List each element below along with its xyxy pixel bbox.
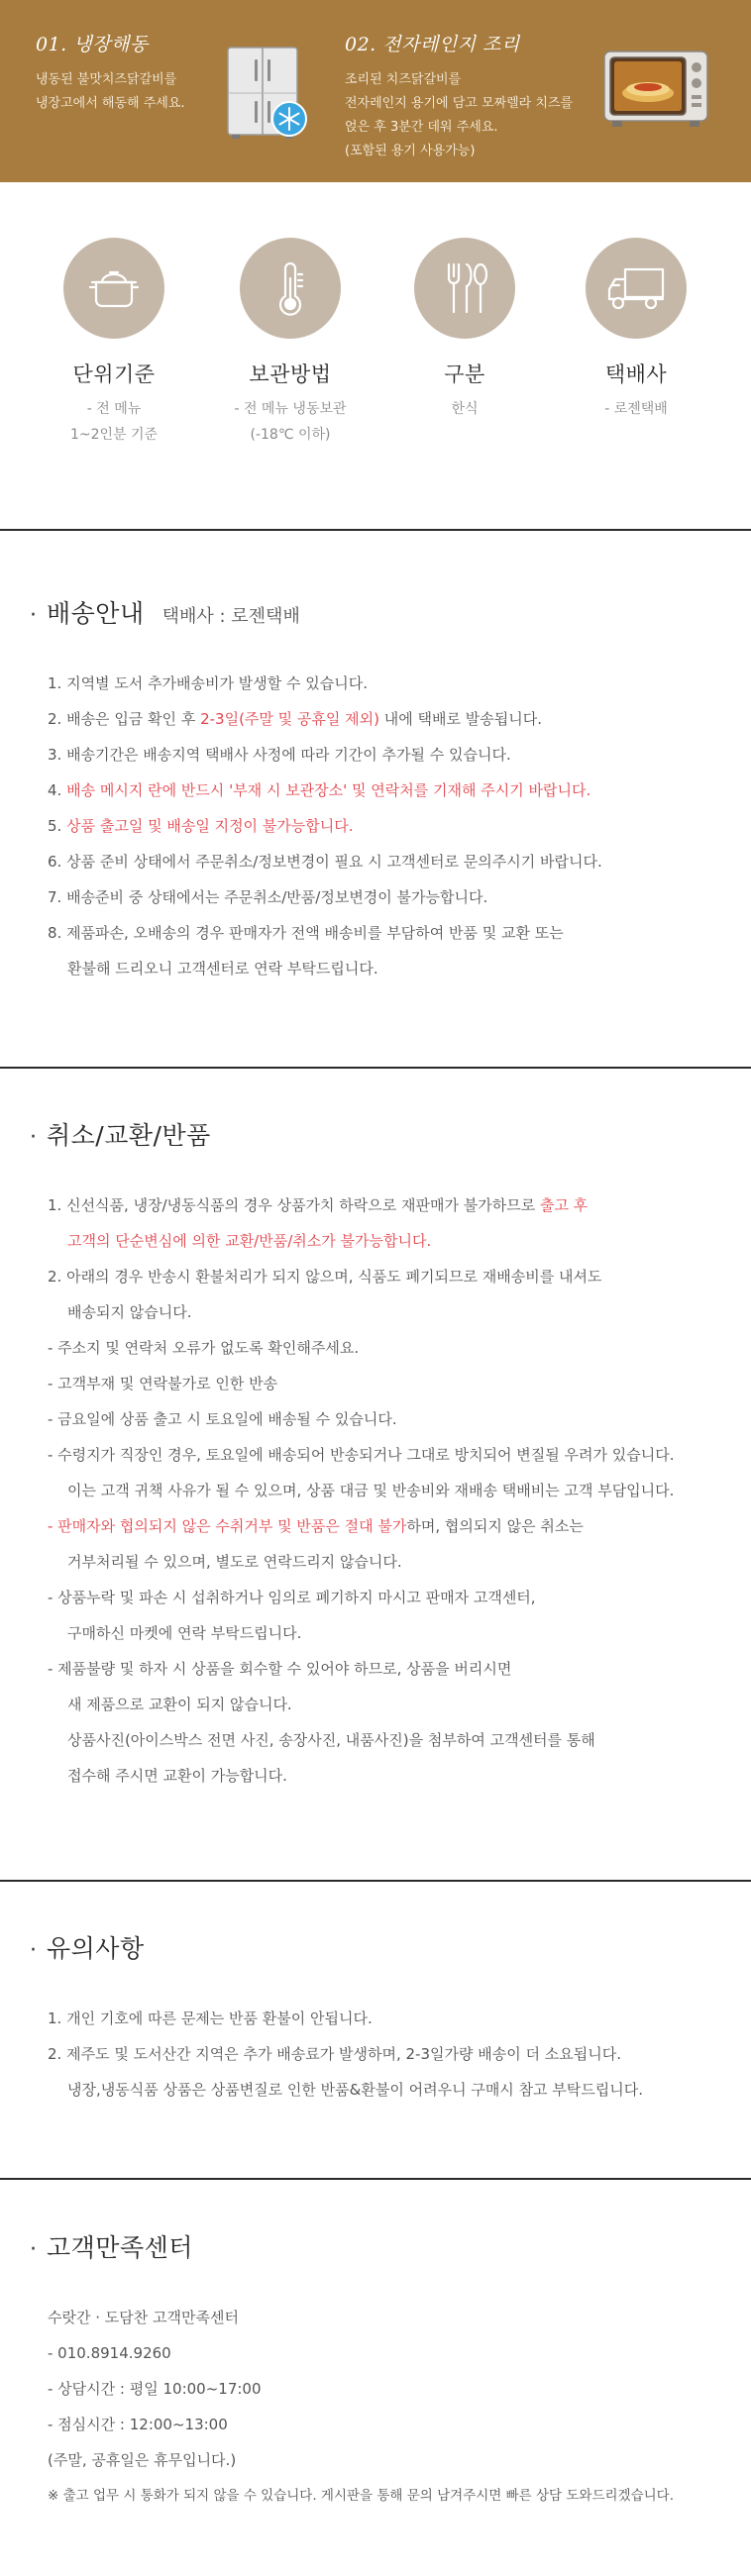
- line-text: - 상담시간 : 평일 10:00~17:00: [48, 2380, 262, 2398]
- step-thaw-line: 냉장고에서 해동해 주세요.: [36, 96, 185, 111]
- refrigerator-icon: [224, 46, 309, 141]
- line-text: 새 제품으로 교환이 되지 않습니다.: [67, 1696, 292, 1713]
- info-sub: 1~2인분 기준: [69, 427, 159, 443]
- shipping-line: [48, 666, 733, 701]
- line-text: 4.: [48, 781, 67, 799]
- service-line: [48, 2442, 733, 2478]
- cancel-line: [48, 1758, 733, 1794]
- cancel-line: [48, 1687, 733, 1722]
- step-microwave-title: 02. 전자레인지 조리: [345, 34, 520, 55]
- info-label: 보관방법: [249, 362, 332, 386]
- shipping-line: [48, 844, 733, 879]
- line-text: 1. 개인 기호에 따른 문제는 반품 환불이 안됩니다.: [48, 2009, 373, 2027]
- section-divider: [0, 1067, 751, 1069]
- cancel-line: [48, 1294, 733, 1330]
- info-circle: [586, 238, 687, 339]
- cancel-line: [48, 1223, 733, 1259]
- section-divider: [0, 1880, 751, 1882]
- line-text: - 상품누락 및 파손 시 섭취하거나 임의로 폐기하지 마시고 판매자 고객센터,: [48, 1589, 536, 1606]
- highlight-text: 배송 메시지 란에 반드시 '부재 시 보관장소' 및 연락처를 기재해 주시기 바랍니다.: [66, 781, 591, 799]
- caution-title: 유의사항: [47, 1934, 145, 1963]
- line-text: - 제품불량 및 하자 시 상품을 회수할 수 있어야 하므로, 상품을 버리시면: [48, 1660, 512, 1678]
- cooking-steps-banner: [0, 0, 751, 182]
- line-text: 5.: [48, 817, 67, 835]
- shipping-courier: 택배사 : 로젠택배: [161, 606, 300, 627]
- step-microwave-line: 전자레인지 용기에 담고 모짜렐라 치즈를: [345, 96, 574, 111]
- cancel-line: [48, 1580, 733, 1615]
- line-text: 상품사진(아이스박스 전면 사진, 송장사진, 내품사진)을 첨부하여 고객센터를 통해: [67, 1731, 595, 1749]
- step-microwave-line: 얹은 후 3분간 데워 주세요.: [345, 120, 498, 135]
- info-circle: [414, 238, 515, 339]
- line-text: 환불해 드리오니 고객센터로 연락 부탁드립니다.: [67, 960, 378, 978]
- cancel-section: [30, 1116, 733, 1794]
- thermometer-icon: [263, 258, 318, 318]
- caution-line: [48, 2001, 733, 2036]
- highlight-text: 상품 출고일 및 배송일 지정이 불가능합니다.: [66, 817, 354, 835]
- service-line: [48, 2300, 733, 2335]
- cancel-line: [48, 1508, 733, 1544]
- info-sub: - 로젠택배: [604, 401, 668, 417]
- line-text: 이는 고객 귀책 사유가 될 수 있으며, 상품 대금 및 반송비와 재배송 택배비는 고객 부담입니다.: [67, 1482, 675, 1499]
- section-heading: [30, 2228, 733, 2264]
- shipping-title: 배송안내: [47, 599, 145, 628]
- line-text: 2. 제주도 및 도서산간 지역은 추가 배송료가 발생하며, 2-3일가량 배송이 더 소요됩니다.: [48, 2045, 621, 2063]
- step-microwave: [345, 30, 592, 163]
- step-microwave-line: (포함된 용기 사용가능): [345, 144, 476, 158]
- info-circle: [240, 238, 341, 339]
- cancel-line: [48, 1615, 733, 1651]
- line-text: 내에 택배로 발송됩니다.: [379, 710, 542, 728]
- bullet-dot: ·: [30, 1938, 37, 1963]
- section-divider: [0, 2178, 751, 2180]
- cancel-line: [48, 1330, 733, 1366]
- info-sub: - 전 메뉴: [86, 401, 142, 417]
- section-divider: [0, 529, 751, 531]
- cancel-line: [48, 1187, 733, 1223]
- line-text: (주말, 공휴일은 휴무입니다.): [48, 2451, 237, 2469]
- line-text: 배송되지 않습니다.: [67, 1303, 192, 1321]
- caution-line: [48, 2036, 733, 2072]
- step-thaw: [36, 30, 224, 116]
- line-text: 수랏간 · 도담찬 고객만족센터: [48, 2309, 239, 2326]
- line-text: - 주소지 및 연락처 오류가 없도록 확인해주세요.: [48, 1339, 360, 1357]
- step-thaw-title: 01. 냉장해동: [36, 34, 149, 55]
- section-heading: [30, 1116, 733, 1152]
- info-unit: [30, 238, 198, 448]
- pot-icon: [86, 260, 142, 316]
- utensils-icon: [437, 258, 492, 318]
- cancel-line: [48, 1437, 733, 1473]
- line-text: - 금요일에 상품 출고 시 토요일에 배송될 수 있습니다.: [48, 1410, 397, 1428]
- product-info-row: [0, 182, 751, 529]
- line-text: - 점심시간 : 12:00~13:00: [48, 2416, 228, 2433]
- highlight-text: 고객의 단순변심에 의한 교환/반품/취소가 불가능합니다.: [67, 1232, 432, 1250]
- caution-line: [48, 2072, 733, 2108]
- line-text: 2. 아래의 경우 반송시 환불처리가 되지 않으며, 식품도 폐기되므로 재배송비를 내셔도: [48, 1268, 602, 1286]
- info-label: 단위기준: [72, 362, 156, 386]
- highlight-text: - 판매자와 협의되지 않은 수취거부 및 반품은 절대 불가: [48, 1517, 407, 1535]
- service-line: [48, 2371, 733, 2407]
- line-text: 3. 배송기간은 배송지역 택배사 사정에 따라 기간이 추가될 수 있습니다.: [48, 746, 511, 764]
- cancel-line: [48, 1366, 733, 1401]
- info-courier: [552, 238, 720, 422]
- info-sub: - 전 메뉴 냉동보관: [234, 401, 347, 417]
- cancel-line: [48, 1473, 733, 1508]
- shipping-line: [48, 879, 733, 915]
- line-text: 6. 상품 준비 상태에서 주문취소/정보변경이 필요 시 고객센터로 문의주시기 바랍니다.: [48, 853, 602, 871]
- line-text: - 수령지가 직장인 경우, 토요일에 배송되어 반송되거나 그대로 방치되어 변질될 우려가 있습니다.: [48, 1446, 675, 1464]
- line-text: 접수해 주시면 교환이 가능합니다.: [67, 1767, 287, 1785]
- bullet-dot: ·: [30, 1125, 37, 1150]
- service-list: [48, 2300, 733, 2514]
- truck-icon: [605, 263, 667, 313]
- shipping-line: [48, 808, 733, 844]
- caution-section: [30, 1929, 733, 2108]
- caution-list: [48, 2001, 733, 2108]
- line-text: 8. 제품파손, 오배송의 경우 판매자가 전액 배송비를 부담하여 반품 및 교환 또는: [48, 924, 564, 942]
- line-text: 냉장,냉동식품 상품은 상품변질로 인한 반품&환불이 어려우니 구매시 참고 부탁드립니다.: [67, 2081, 644, 2099]
- line-text: - 고객부재 및 연락불가로 인한 반송: [48, 1375, 278, 1392]
- info-label: 택배사: [604, 362, 668, 386]
- info-storage: [206, 238, 375, 448]
- highlight-text: 출고 후: [539, 1196, 589, 1214]
- cancel-line: [48, 1651, 733, 1687]
- service-line: [48, 2407, 733, 2442]
- shipping-list: [48, 666, 733, 986]
- line-text: 거부처리될 수 있으며, 별도로 연락드리지 않습니다.: [67, 1553, 402, 1571]
- line-text: 구매하신 마켓에 연락 부탁드립니다.: [67, 1624, 302, 1642]
- bullet-dot: ·: [30, 603, 37, 628]
- shipping-line: [48, 951, 733, 986]
- cancel-line: [48, 1544, 733, 1580]
- cancel-line: [48, 1722, 733, 1758]
- line-text: 7. 배송준비 중 상태에서는 주문취소/반품/정보변경이 불가능합니다.: [48, 888, 488, 906]
- line-text: - 010.8914.9260: [48, 2344, 171, 2362]
- section-heading: [30, 1929, 733, 1965]
- cancel-line: [48, 1401, 733, 1437]
- cancel-line: [48, 1259, 733, 1294]
- line-text: 하며, 협의되지 않은 취소는: [406, 1517, 584, 1535]
- shipping-line: [48, 915, 733, 951]
- highlight-text: 2-3일(주말 및 공휴일 제외): [200, 710, 379, 728]
- microwave-oven-icon: [602, 48, 709, 133]
- step-microwave-line: 조리된 치즈닭갈비를: [345, 72, 462, 87]
- info-category: [380, 238, 549, 422]
- service-section: [30, 2228, 733, 2514]
- service-title: 고객만족센터: [47, 2233, 193, 2262]
- info-sub: 한식: [451, 401, 479, 417]
- line-text: 1. 지역별 도서 추가배송비가 발생할 수 있습니다.: [48, 674, 368, 692]
- cancel-list: [48, 1187, 733, 1794]
- line-text: 2. 배송은 입금 확인 후: [48, 710, 201, 728]
- bullet-dot: ·: [30, 2237, 37, 2262]
- line-text: 1. 신선식품, 냉장/냉동식품의 경우 상품가치 하락으로 재판매가 불가하므로: [48, 1196, 540, 1214]
- shipping-line: [48, 773, 733, 808]
- shipping-section: [30, 594, 733, 986]
- cancel-title: 취소/교환/반품: [47, 1121, 211, 1150]
- service-line: [48, 2335, 733, 2371]
- step-thaw-line: 냉동된 불맛치즈닭갈비를: [36, 72, 177, 87]
- info-label: 구분: [444, 362, 485, 386]
- section-heading: [30, 594, 733, 630]
- shipping-line: [48, 737, 733, 773]
- info-sub: (-18℃ 이하): [250, 427, 331, 443]
- shipping-line: [48, 701, 733, 737]
- service-line: [48, 2478, 733, 2514]
- info-circle: [63, 238, 164, 339]
- line-text: ※ 출고 업무 시 통화가 되지 않을 수 있습니다. 게시판을 통해 문의 남겨주시면 빠른 상담 도와드리겠습니다.: [48, 2488, 674, 2504]
